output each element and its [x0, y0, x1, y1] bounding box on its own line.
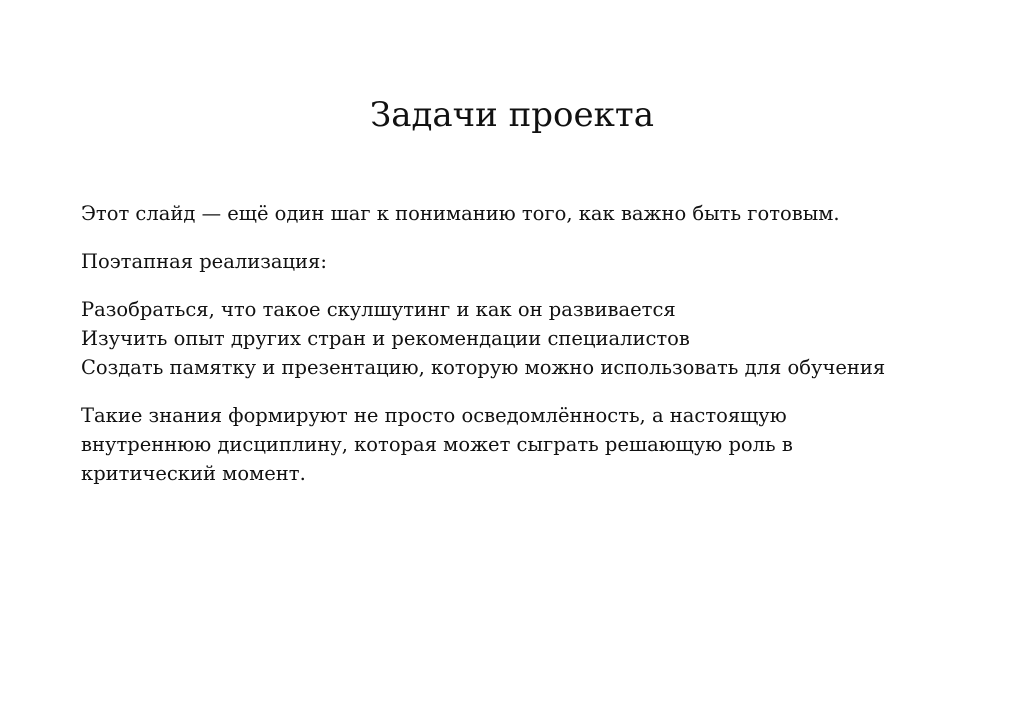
conclusion-line: критический момент. [81, 462, 306, 485]
stage-item: Изучить опыт других стран и рекомендации специалистов [81, 327, 690, 350]
conclusion-text [81, 401, 981, 488]
stages-list [81, 295, 981, 382]
conclusion-line: Такие знания формируют не просто осведомлённость, а настоящую [81, 404, 787, 427]
slide-content [81, 199, 981, 507]
intro-text: Этот слайд — ещё один шаг к пониманию того, как важно быть готовым. [81, 202, 840, 225]
slide-title: Задачи проекта [370, 95, 654, 135]
stage-item: Создать памятку и презентацию, которую можно использовать для обучения [81, 356, 886, 379]
conclusion-line: внутреннюю дисциплину, которая может сыграть решающую роль в [81, 433, 793, 456]
stages-heading: Поэтапная реализация: [81, 250, 327, 273]
stage-item: Разобраться, что такое скулшутинг и как он развивается [81, 298, 676, 321]
